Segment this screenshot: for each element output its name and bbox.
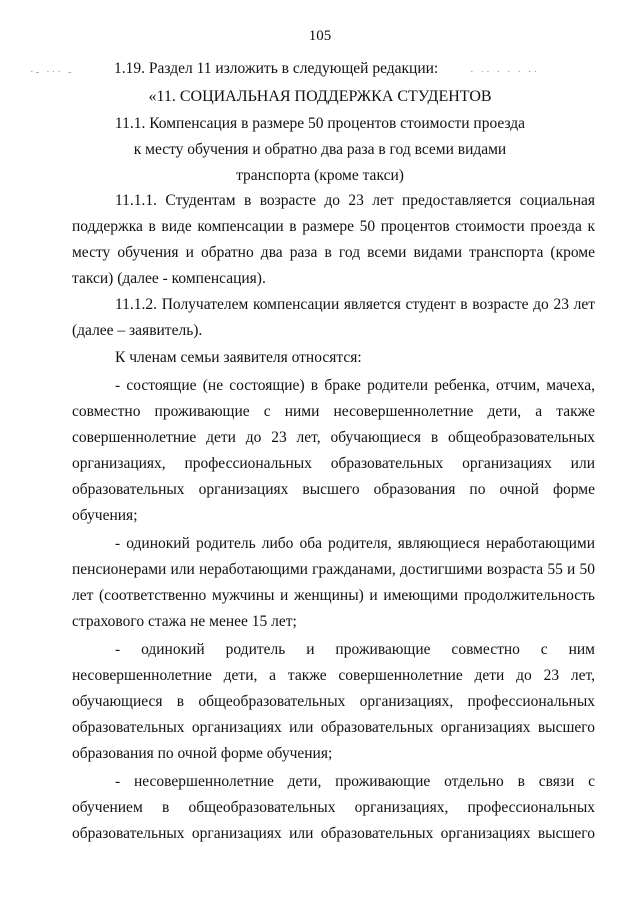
p1-line-2: поддержка в виде компенсации в размере 50 процентов стоимости проезда к — [72, 218, 595, 235]
p1-line-1: 11.1.1. Студентам в возрасте до 23 лет предоставляется социальная — [115, 192, 595, 209]
scan-noise-left: ·- ··· - — [30, 66, 74, 78]
item1-line-2: совместно проживающие с ними несовершеннолетние дети, а также — [72, 403, 595, 420]
item4-line-3: образовательных организациях или образовательных организациях высшего — [72, 825, 595, 842]
item1-line-6: обучения; — [72, 507, 138, 524]
item1-line-1: - состоящие (не состоящие) в браке родители ребенка, отчим, мачеха, — [115, 377, 595, 394]
item1-line-3: совершеннолетние дети до 23 лет, обучающиеся в общеобразовательных — [72, 429, 595, 446]
family-intro: К членам семьи заявителя относятся: — [115, 349, 362, 366]
p1-line-3: месту обучения и обратно два раза в год всеми видами транспорта (кроме — [72, 244, 595, 261]
subheading-line-3: транспорта (кроме такси) — [236, 167, 404, 184]
item3-line-4: образовательных организациях или образовательных организациях высшего — [72, 719, 595, 736]
subheading-line-1: 11.1. Компенсация в размере 50 процентов стоимости проезда — [114, 115, 526, 132]
subheading-line-2: к месту обучения и обратно два раза в год всеми видами — [133, 141, 507, 158]
item3-line-1: - одинокий родитель и проживающие совместно с ним — [115, 641, 595, 658]
item2-line-2: пенсионерами или неработающими гражданами, достигшими возраста 55 и 50 — [72, 561, 595, 578]
item1-line-5: образовательных организациях высшего образования по очной форме — [72, 481, 595, 498]
p2-line-1: 11.1.2. Получателем компенсации является студент в возрасте до 23 лет — [115, 296, 595, 313]
item3-line-3: обучающиеся в общеобразовательных организациях, профессиональных — [72, 693, 595, 710]
item1-line-4: организациях, профессиональных образовательных организациях или — [72, 455, 595, 472]
item4-line-2: обучением в общеобразовательных организациях, профессиональных — [72, 799, 595, 816]
intro-line: 1.19. Раздел 11 изложить в следующей редакции: — [114, 60, 439, 77]
item2-line-3: лет (соответственно мужчины и женщины) и имеющими продолжительность — [72, 587, 595, 604]
page-number: 105 — [308, 28, 332, 44]
item4-line-1: - несовершеннолетние дети, проживающие отдельно в связи с — [115, 773, 595, 790]
p1-line-4: такси) (далее - компенсация). — [72, 270, 266, 287]
p2-line-2: (далее – заявитель). — [72, 322, 203, 339]
item2-line-4: страхового стажа не менее 15 лет; — [72, 613, 297, 630]
item3-line-2: несовершеннолетние дети, а также совершеннолетние дети до 23 лет, — [72, 667, 595, 684]
item3-line-5: образования по очной форме обучения; — [72, 745, 333, 762]
item2-line-1: - одинокий родитель либо оба родителя, являющиеся неработающими — [115, 535, 595, 552]
scan-noise-right: · ·· · · · ·· — [470, 66, 540, 78]
section-title: «11. СОЦИАЛЬНАЯ ПОДДЕРЖКА СТУДЕНТОВ — [148, 88, 492, 105]
